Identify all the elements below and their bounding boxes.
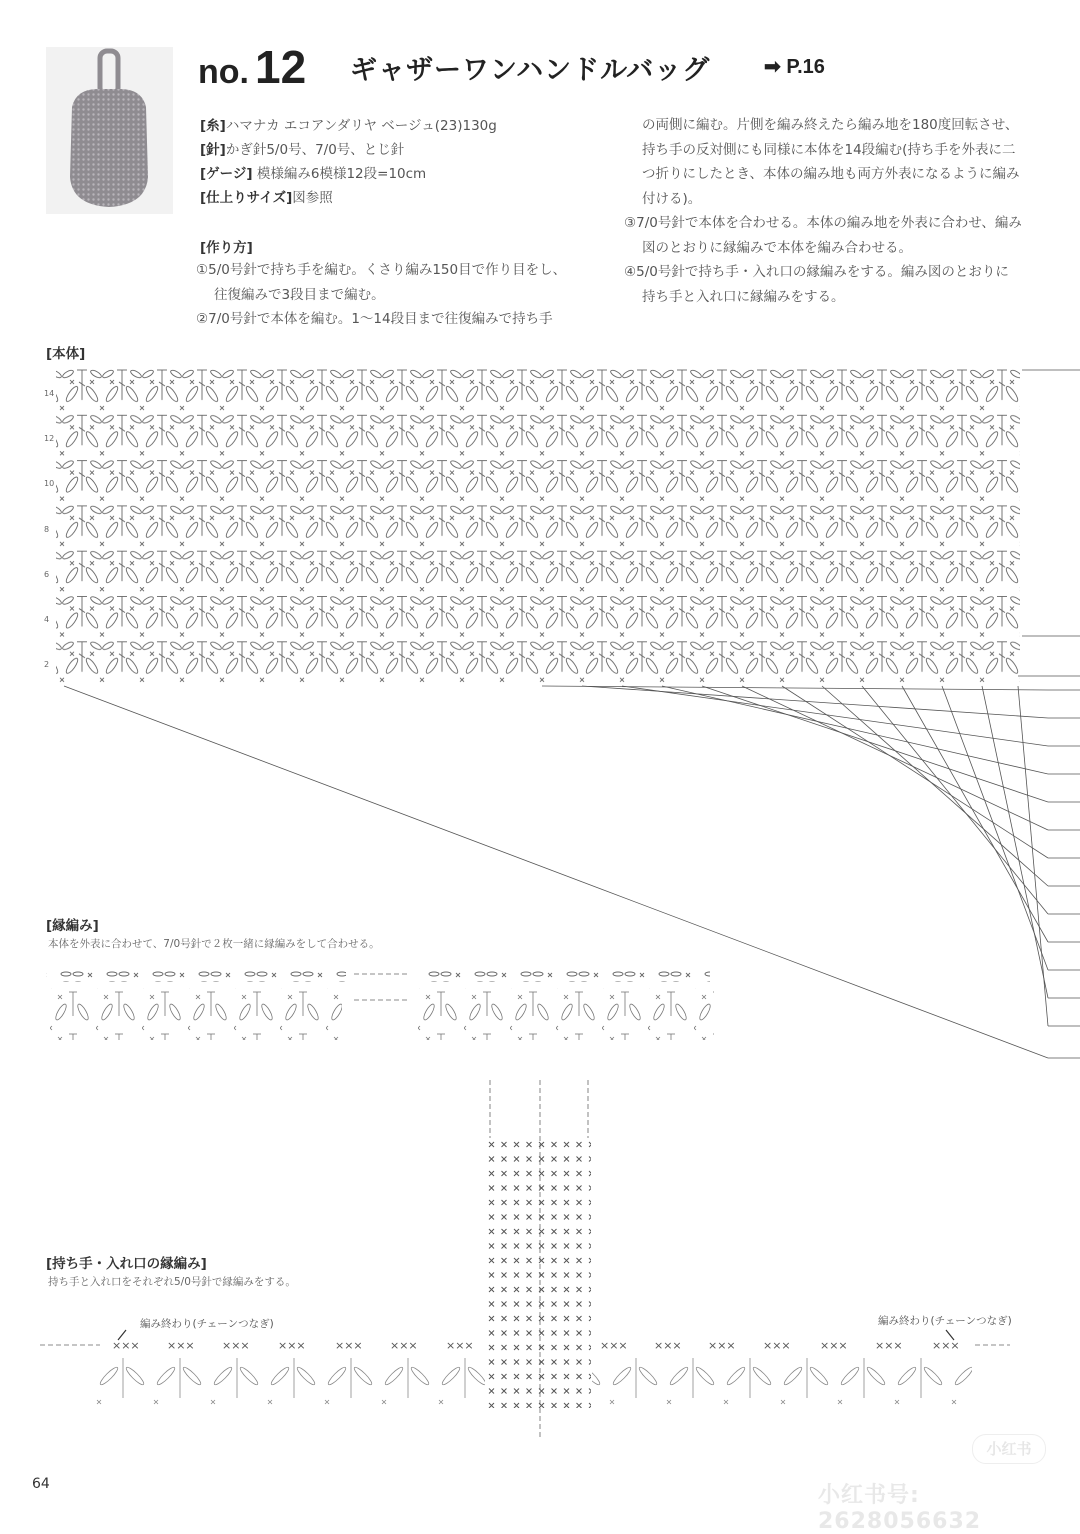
svg-text:×××: ××× xyxy=(167,1339,195,1352)
row-label: 12 xyxy=(44,434,55,443)
label: [ゲージ] xyxy=(200,166,253,182)
body-stitch-chart xyxy=(56,368,1020,686)
label: [針] xyxy=(200,142,226,158)
step-1: ①5/0号針で持ち手を編む。くさり編み150目で作り目をし、 xyxy=(196,262,567,278)
svg-text:×××: ××× xyxy=(820,1339,848,1352)
no-label: no. xyxy=(198,53,249,91)
joining-line xyxy=(942,686,1048,970)
edging-note: 本体を外表に合わせて、7/0号針で２枚一緒に縁編みをして合わせる。 xyxy=(48,938,380,950)
opening-chart-right xyxy=(592,1352,972,1408)
edging-chart-left xyxy=(46,988,342,1040)
joining-line xyxy=(1018,686,1048,1026)
joining-line xyxy=(782,686,1048,858)
step-2: ②7/0号針で本体を編む。1〜14段目まで往復編みで持ち手 xyxy=(196,311,553,327)
handle-chart xyxy=(487,1138,591,1408)
joining-line xyxy=(982,686,1048,998)
row-label: 14 xyxy=(44,389,55,398)
handle-edging-note: 持ち手と入れ口をそれぞれ5/0号針で縁編みをする。 xyxy=(48,1276,296,1288)
joining-line xyxy=(702,686,1048,802)
value: 模様編み6模様12段=10cm xyxy=(252,166,427,182)
edging-chain-left xyxy=(46,970,346,982)
value: ハマナカ エコアンダリヤ ベージュ(23)130g xyxy=(225,118,497,134)
row-label: 10 xyxy=(44,479,55,488)
instructions-heading: [作り方] xyxy=(200,240,253,256)
end-label-right: 編み終わり(チェーンつなぎ) xyxy=(878,1315,1012,1327)
svg-text:×××: ××× xyxy=(335,1339,363,1352)
handle-edging-heading: [持ち手・入れ口の縁編み] xyxy=(46,1256,207,1272)
step-4: ④5/0号針で持ち手・入れ口の縁編みをする。編み図のとおりに持ち手と入れ口に縁編みをする。 xyxy=(624,264,1009,305)
step-2-cont: の両側に編む。片側を編み終えたら編み地を180度回転させ、持ち手の反対側にも同様に本体を14段編む(持ち手を外表に二つ折りにしたとき、本体の編み地も両方外表になるように編み付ける)。 xyxy=(642,117,1020,207)
edging-heading: [縁編み] xyxy=(46,918,99,934)
svg-text:×××: ××× xyxy=(875,1339,903,1352)
value: 図参照 xyxy=(292,190,333,206)
step-1-cont: 往復編みで3段目まで編む。 xyxy=(214,286,385,303)
svg-text:×××: ××× xyxy=(708,1339,736,1352)
label: [仕上りサイズ] xyxy=(200,190,293,206)
joining-line xyxy=(542,686,1048,690)
edging-chain-right xyxy=(420,970,710,982)
svg-text:×××: ××× xyxy=(112,1339,140,1352)
svg-text:×××: ××× xyxy=(446,1339,474,1352)
svg-text:×××: ××× xyxy=(222,1339,250,1352)
watermark-id: 小红书号: 2628056632 xyxy=(818,1483,982,1534)
joining-line xyxy=(662,686,1048,774)
number: 12 xyxy=(254,41,307,93)
row-label: 4 xyxy=(44,615,50,624)
joining-line xyxy=(902,686,1048,942)
row-label: 8 xyxy=(44,525,50,534)
svg-text:×××: ××× xyxy=(390,1339,418,1352)
step-3: ③7/0号針で本体を合わせる。本体の編み地を外表に合わせ、編み図のとおりに縁編みで本体を編み合わせる。 xyxy=(624,215,1022,256)
svg-text:×××: ××× xyxy=(278,1339,306,1352)
pattern-title: ギャザーワンハンドルバッグ xyxy=(350,55,711,86)
svg-text:×××: ××× xyxy=(932,1339,960,1352)
body-chart-heading: [本体] xyxy=(46,346,86,362)
edging-chart-right xyxy=(418,988,714,1040)
page-number: 64 xyxy=(32,1476,50,1492)
label: [糸] xyxy=(200,118,226,134)
row-label: 2 xyxy=(44,660,50,669)
watermark-badge: 小红书 xyxy=(972,1434,1046,1464)
value: かぎ針5/0号、7/0号、とじ針 xyxy=(225,142,405,158)
svg-text:×××: ××× xyxy=(763,1339,791,1352)
svg-text:×××: ××× xyxy=(600,1339,628,1352)
page-reference: ➡ P.16 xyxy=(764,56,825,78)
svg-text:×××: ××× xyxy=(654,1339,682,1352)
row-label: 6 xyxy=(44,570,50,579)
end-label-left: 編み終わり(チェーンつなぎ) xyxy=(140,1318,274,1330)
opening-chart-left xyxy=(95,1352,485,1408)
